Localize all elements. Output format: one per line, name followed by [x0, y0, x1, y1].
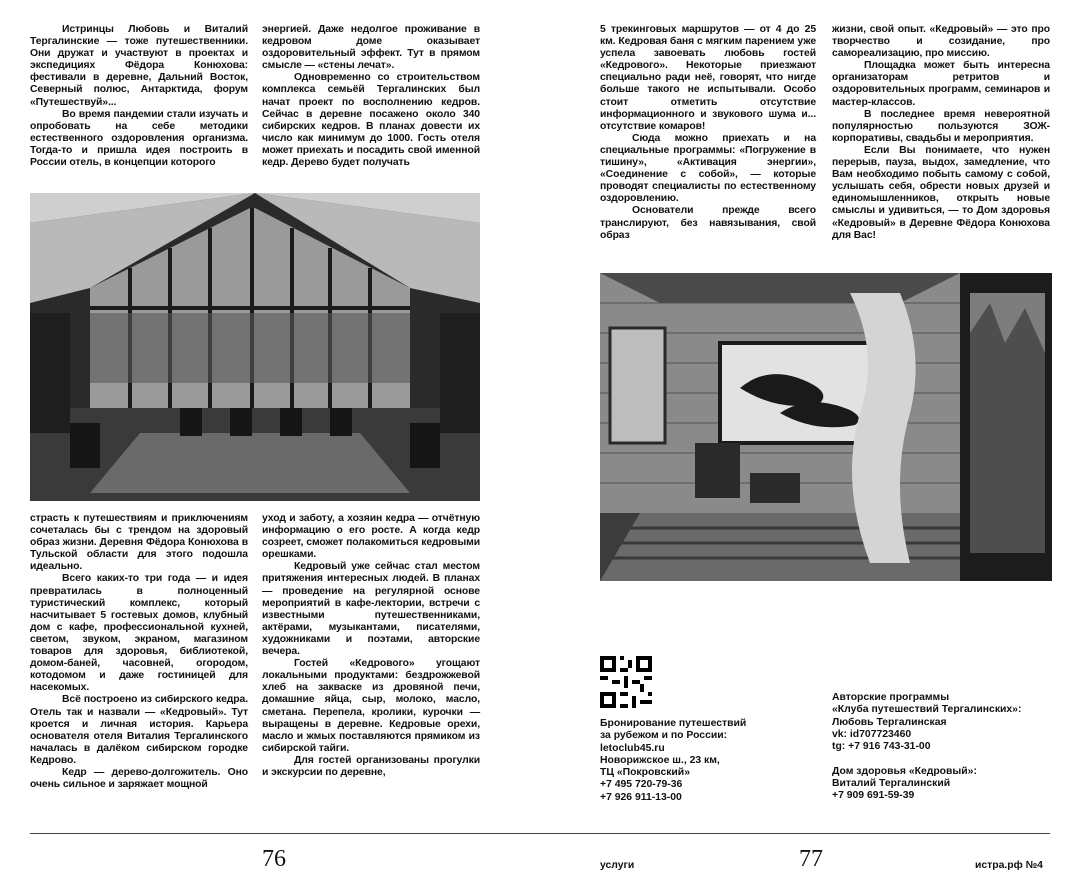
contact-line: Бронирование путешествий [600, 718, 747, 729]
column-2-top [262, 24, 480, 169]
paragraph: страсть к путешествиям и приключениям сочеталась бы с трендом на здоровый образ жизни. Деревня Фёдора Конюхова в Тульской области для этого подошла идеально. [30, 513, 248, 573]
column-4-top [832, 24, 1050, 242]
contact-line: Новорижское ш., 23 км, [600, 754, 720, 766]
contact-line: Авторские программы [832, 692, 950, 703]
contact-line: Любовь Тергалинская [832, 716, 947, 728]
column-1-top [30, 24, 248, 169]
paragraph: Основатели прежде всего транслируют, без навязывания, свой образ [600, 205, 816, 241]
phone-number: +7 926 911-13-00 [600, 791, 682, 803]
contact-line: ТЦ «Покровский» [600, 767, 690, 779]
paragraph: Сюда можно приехать и на специальные программы: «Погружение в тишину», «Активация энергии», «Соединение с собой», — которые проводят специалисты по естественному оздоровлению. [600, 132, 816, 205]
page-number-right: 77 [799, 846, 823, 872]
contact-line: Виталий Тергалинский [832, 778, 951, 790]
column-1-bottom [30, 513, 248, 791]
contact-line: «Клуба путешествий Тергалинских»: [832, 704, 1022, 716]
paragraph: Во время пандемии стали изучать и опробовать на себе методики естественного оздоровления организма. Тогда-то и пришла идея построить в России отель, в концепции которого [30, 108, 248, 169]
footer-rule [30, 833, 1050, 834]
website-link[interactable]: letoclub45.ru [600, 742, 665, 754]
contact-line: tg: +7 916 743-31-00 [832, 741, 931, 753]
paragraph: Всё построено из сибирского кедра. Отель так и назвали — «Кедровый». Тут кроется и личная история. Карьера основателя отеля Виталия Тергалинского началась в далёком сибирском городке Кедрово. [30, 694, 248, 766]
paragraph: Кедровый уже сейчас стал местом притяжения интересных людей. В планах — проведение на регулярной основе мероприятий в кафе-лектории, встречи с известными путешественниками, актёрами, музыкантами, писателями, художниками и поэтами, авторские вечера. [262, 561, 480, 658]
paragraph: жизни, свой опыт. «Кедровый» — это про творчество и созидание, про самореализацию, про миссию. [832, 24, 1050, 60]
booking-contacts [600, 718, 820, 804]
lounge-interior-photo [600, 273, 1052, 581]
paragraph: Кедр — дерево-долгожитель. Оно очень сильное и заряжает мощной [30, 766, 248, 791]
spacer [832, 753, 1050, 765]
paragraph: Для гостей организованы прогулки и экскурсии по деревне, [262, 754, 480, 778]
contact-line: Дом здоровья «Кедровый»: [832, 765, 977, 777]
paragraph: Если Вы понимаете, что нужен перерыв, пауза, выдох, замедление, что Вам необходимо побыть самому с собой, услышать себя, обрести новых друзей и единомышленников, открыть новые смыслы и удивиться, — то Дом здоровья «Кедровый» в Деревне Фёдора Конюхова для Вас! [832, 144, 1050, 241]
paragraph: Истринцы Любовь и Виталий Тергалинские — тоже путешественники. Они дружат и участвуют в проектах и экспедициях Фёдора Конюхова: фестивали в деревне, Дальний Восток, Северный полюс, Антарктида, форум «Путешествуй»... [30, 24, 248, 108]
contact-line: за рубежом и по России: [600, 730, 728, 742]
phone-number: +7 495 720-79-36 [600, 779, 683, 791]
page-number-left: 76 [262, 846, 286, 872]
program-contacts [832, 692, 1050, 803]
paragraph: В последнее время невероятной популярностью пользуются ЗОЖ-корпоративы, свадьбы и мероприятия. [832, 108, 1050, 144]
paragraph: 5 трекинговых маршрутов — от 4 до 25 км. Кедровая баня с мягким парением уже успела завоевать любовь гостей «Кедрового». Некоторые приезжают специально ради неё, говорят, что нигде больше такого не испытывали. Особо стоит отметить отсутствие информационного и звукового шума и... отсутствие комаров! [600, 24, 816, 132]
paragraph: Одновременно со строительством комплекса семьёй Тергалинских был начат проект по восполнению кедров. Сейчас в деревне посажено около 340 сибирских кедров. В планах довести их число как минимум до 1000. Гость отеля может приехать и посадить свой именной кедр. Дерево будет получать [262, 72, 480, 169]
phone-number: +7 909 691-59-39 [832, 790, 915, 802]
column-3-top [600, 24, 816, 242]
contact-line: vk: id707723460 [832, 728, 912, 740]
paragraph: уход и заботу, а хозяин кедра — отчётную информацию о его росте. А когда кедр созреет, сможет полакомиться кедровыми орешками. [262, 513, 480, 561]
paragraph: Площадка может быть интересна организаторам ретритов и оздоровительных программ, семинаров и мастер-классов. [832, 60, 1050, 108]
paragraph: Всего каких-то три года — и идея превратилась в полноценный туристический комплекс, который насчитывает 5 гостевых домов, клубный дом с кафе, профессиональной кухней, светом, звуком, экраном, магазином товаров для здоровья, библиотекой, домом-баней, часовней, огородом, котодомом и даже гостиницей для насекомых. [30, 573, 248, 694]
section-label: услуги [600, 860, 635, 871]
paragraph: энергией. Даже недолгое проживание в кедровом доме оказывает оздоровительный эффект. Тут в прямом смысле — «стены лечат». [262, 24, 480, 72]
qr-code-icon [600, 656, 652, 708]
paragraph: Гостей «Кедрового» угощают локальными продуктами: бездрожжевой хлеб на закваске из дровяной печи, домашние яйца, сыр, молоко, масло, сметана. Перепела, кролики, курочки — выращены в деревне. Кедровые орехи, масло и жмых поставляются прямиком из сибирской тайги. [262, 658, 480, 754]
cafe-interior-photo [30, 193, 480, 501]
magazine-label: истра.рф №4 [975, 860, 1043, 871]
column-2-bottom [262, 513, 480, 779]
